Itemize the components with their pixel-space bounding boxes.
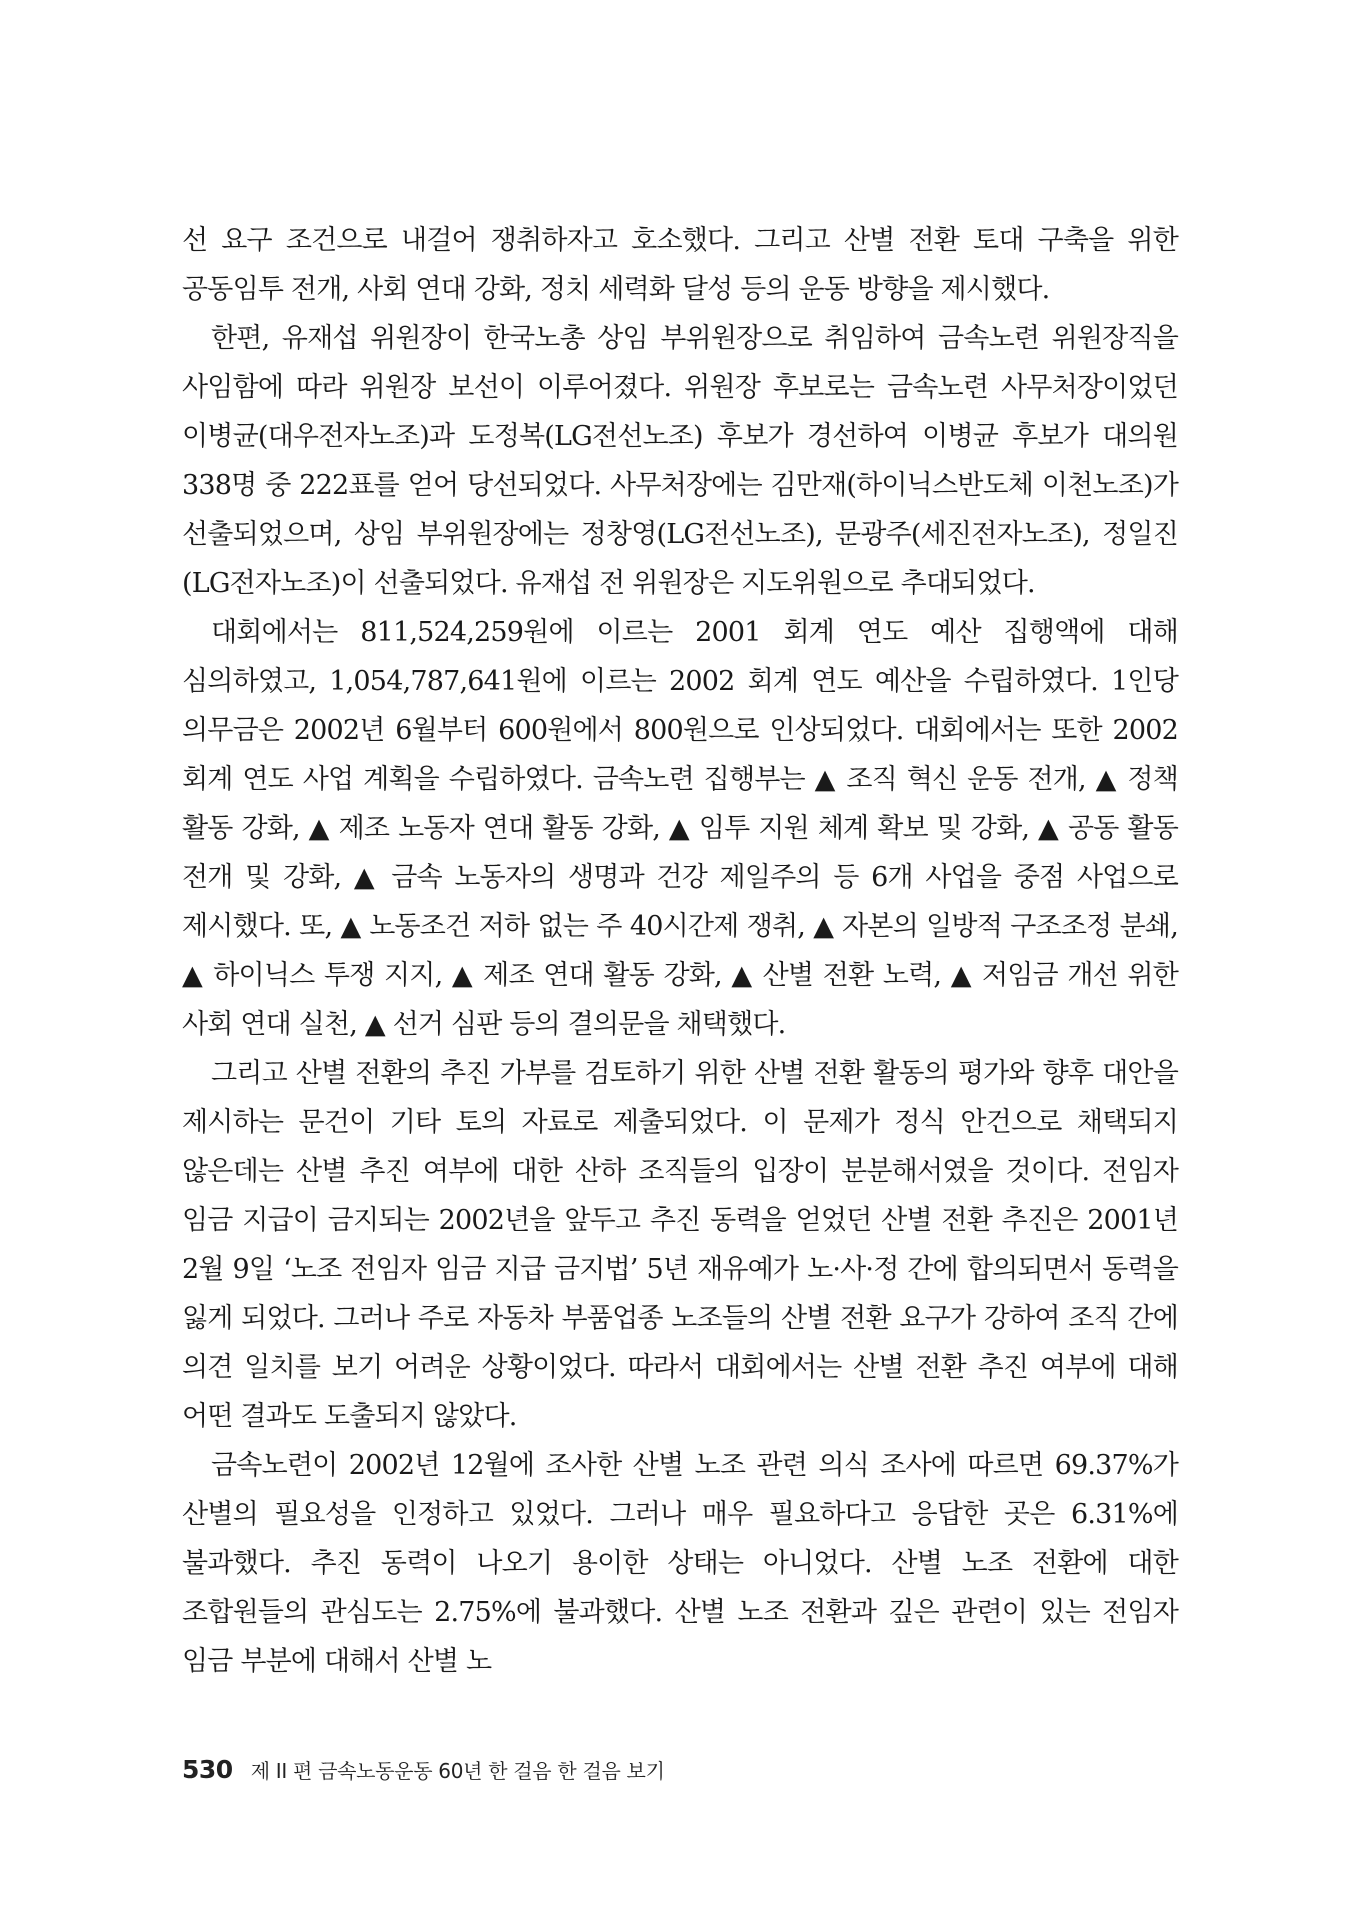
paragraph-survey-results: 금속노련이 2002년 12월에 조사한 산별 노조 관련 의식 조사에 따르면 69.37%가 산별의 필요성을 인정하고 있었다. 그러나 매우 필요하다고 응답한 곳은 6.31%에 불과했다. 추진 동력이 나오기 용이한 상태는 아니었다. 산별 노조 전환에 대한 조합원들의 관심도는 2.75%에 불과했다. 산별 노조 전환과 깊은 관련이 있는 전임자 임금 부분에 대해서 산별 노: [182, 1450, 1178, 1677]
paragraph-industrial-union-transition: 그리고 산별 전환의 추진 가부를 검토하기 위한 산별 전환 활동의 평가와 향후 대안을 제시하는 문건이 기타 토의 자료로 제출되었다. 이 문제가 정식 안건으로 채택되지 않은데는 산별 추진 여부에 대한 산하 조직들의 입장이 분분해서였을 것이다. 전임자 임금 지급이 금지되는 2002년을 앞두고 추진 동력을 얻었던 산별 전환 추진은 2001년 2월 9일 ‘노조 전임자 임금 지급 금지법’ 5년 재유예가 노·사·정 간에 합의되면서 동력을 잃게 되었다. 그러나 주로 자동차 부품업종 노조들의 산별 전환 요구가 강하여 조직 간에 의견 일치를 보기 어려운 상황이었다. 따라서 대회에서는 산별 전환 추진 여부에 대해 어떤 결과도 도출되지 않았다.: [182, 1058, 1178, 1432]
paragraph-continuation: 선 요구 조건으로 내걸어 쟁취하자고 호소했다. 그리고 산별 전환 토대 구축을 위한 공동임투 전개, 사회 연대 강화, 정치 세력화 달성 등의 운동 방향을 제시했다.: [182, 225, 1178, 305]
running-title: 제 II 편 금속노동운동 60년 한 걸음 한 걸음 보기: [250, 1759, 665, 1783]
paragraph-chairman-election: 한편, 유재섭 위원장이 한국노총 상임 부위원장으로 취임하여 금속노련 위원장직을 사임함에 따라 위원장 보선이 이루어졌다. 위원장 후보로는 금속노련 사무처장이었던 이병균(대우전자노조)과 도정복(LG전선노조) 후보가 경선하여 이병균 후보가 대의원 338명 중 222표를 얻어 당선되었다. 사무처장에는 김만재(하이닉스반도체 이천노조)가 선출되었으며, 상임 부위원장에는 정창영(LG전선노조), 문광주(세진전자노조), 정일진(LG전자노조)이 선출되었다. 유재섭 전 위원장은 지도위원으로 추대되었다.: [182, 323, 1178, 599]
page-body: [182, 216, 1178, 1686]
paragraph-budget-and-plans: 대회에서는 811,524,259원에 이르는 2001 회계 연도 예산 집행액에 대해 심의하였고, 1,054,787,641원에 이르는 2002 회계 연도 예산을 수립하였다. 1인당 의무금은 2002년 6월부터 600원에서 800원으로 인상되었다. 대회에서는 또한 2002 회계 연도 사업 계획을 수립하였다. 금속노련 집행부는 ▲ 조직 혁신 운동 전개, ▲ 정책 활동 강화, ▲ 제조 노동자 연대 활동 강화, ▲ 임투 지원 체계 확보 및 강화, ▲ 공동 활동 전개 및 강화, ▲ 금속 노동자의 생명과 건강 제일주의 등 6개 사업을 중점 사업으로 제시했다. 또, ▲ 노동조건 저하 없는 주 40시간제 쟁취, ▲ 자본의 일방적 구조조정 분쇄, ▲ 하이닉스 투쟁 지지, ▲ 제조 연대 활동 강화, ▲ 산별 전환 노력, ▲ 저임금 개선 위한 사회 연대 실천, ▲ 선거 심판 등의 결의문을 채택했다.: [182, 617, 1178, 1040]
page-number: 530: [182, 1755, 233, 1784]
page-footer: [182, 1755, 665, 1784]
